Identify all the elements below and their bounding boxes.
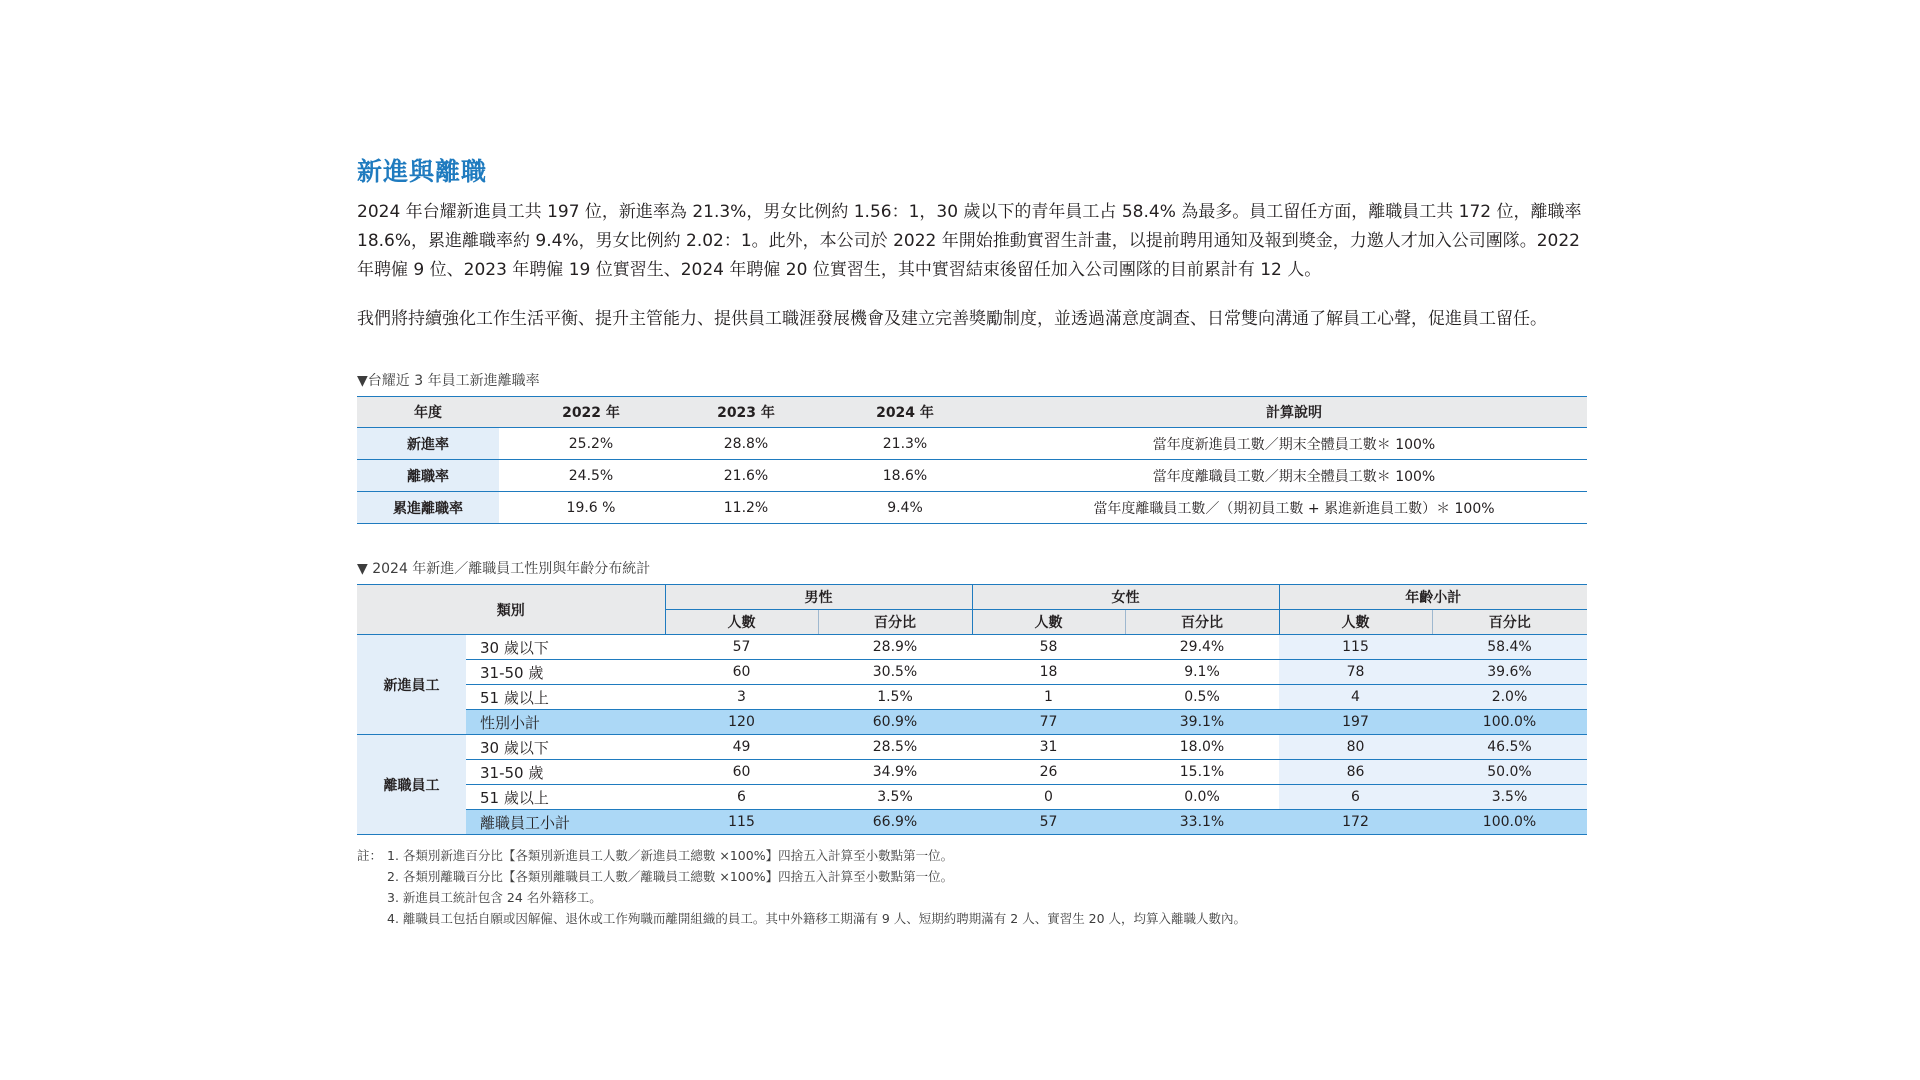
value-2024: 9.4% [809,492,1001,524]
male-count: 3 [665,685,818,710]
total-count: 86 [1279,760,1432,785]
header-female-percent: 百分比 [1125,610,1279,635]
female-count: 26 [972,760,1125,785]
formula-cell: 當年度離職員工數／期末全體員工數＊ 100% [1001,460,1587,492]
total-count: 78 [1279,660,1432,685]
male-count: 6 [665,785,818,810]
male-percent: 34.9% [818,760,972,785]
formula-cell: 當年度新進員工數／期末全體員工數＊ 100% [1001,428,1587,460]
female-percent: 18.0% [1125,735,1279,760]
age-band-label: 31-50 歲 [466,660,665,685]
female-percent: 0.5% [1125,685,1279,710]
header-total-percent: 百分比 [1432,610,1587,635]
header-female: 女性 [972,585,1279,610]
age-band-label: 性別小計 [466,710,665,735]
female-count: 58 [972,635,1125,660]
table2-row [357,635,1587,660]
header-male: 男性 [665,585,972,610]
total-percent: 100.0% [1432,810,1587,835]
table1-header-row [357,397,1587,428]
value-2022: 24.5% [499,460,683,492]
female-percent: 15.1% [1125,760,1279,785]
female-count: 57 [972,810,1125,835]
age-band-label: 51 歲以上 [466,685,665,710]
table2-row [357,685,1587,710]
total-count: 172 [1279,810,1432,835]
age-band-label: 30 歲以下 [466,735,665,760]
gender-age-distribution-table [357,584,1587,835]
female-percent: 39.1% [1125,710,1279,735]
total-percent: 3.5% [1432,785,1587,810]
section-title: 新進與離職 [357,157,488,186]
table2-row [357,785,1587,810]
note-item: 1. 各類別新進百分比【各類別新進員工人數／新進員工總數 ×100%】四捨五入計算至小數點第一位。 [387,848,954,863]
table2-caption: ▼ 2024 年新進／離職員工性別與年齡分布統計 [357,561,651,577]
male-count: 60 [665,760,818,785]
header-age-subtotal: 年齡小計 [1279,585,1587,610]
value-2022: 19.6 % [499,492,683,524]
value-2023: 21.6% [683,460,809,492]
total-count: 80 [1279,735,1432,760]
table2-row [357,660,1587,685]
male-percent: 60.9% [818,710,972,735]
subtotal-row [357,810,1587,835]
header-total-count: 人數 [1279,610,1432,635]
male-percent: 1.5% [818,685,972,710]
female-percent: 29.4% [1125,635,1279,660]
turnover-rate-table [357,396,1587,524]
header-formula: 計算說明 [1001,397,1587,428]
total-count: 115 [1279,635,1432,660]
total-percent: 2.0% [1432,685,1587,710]
total-count: 6 [1279,785,1432,810]
male-count: 120 [665,710,818,735]
table2-header-row-1 [357,585,1587,610]
female-percent: 9.1% [1125,660,1279,685]
note-item: 4. 離職員工包括自願或因解僱、退休或工作殉職而離開組織的員工。其中外籍移工期滿有 9 人、短期約聘期滿有 2 人、實習生 20 人，均算入離職人數內。 [387,911,1247,926]
age-band-label: 離職員工小計 [466,810,665,835]
total-count: 197 [1279,710,1432,735]
table1-row [357,428,1587,460]
header-2022: 2022 年 [499,397,683,428]
male-percent: 30.5% [818,660,972,685]
header-2023: 2023 年 [683,397,809,428]
header-male-percent: 百分比 [818,610,972,635]
value-2024: 21.3% [809,428,1001,460]
group-label: 新進員工 [357,635,466,735]
male-percent: 3.5% [818,785,972,810]
table2-row [357,760,1587,785]
note-item: 2. 各類別離職百分比【各類別離職員工人數／離職員工總數 ×100%】四捨五入計算至小數點第一位。 [387,869,954,884]
female-count: 77 [972,710,1125,735]
male-count: 49 [665,735,818,760]
age-band-label: 30 歲以下 [466,635,665,660]
header-female-count: 人數 [972,610,1125,635]
table1-caption: ▼台耀近 3 年員工新進離職率 [357,373,540,389]
male-percent: 66.9% [818,810,972,835]
value-2024: 18.6% [809,460,1001,492]
row-label: 離職率 [357,460,499,492]
value-2023: 11.2% [683,492,809,524]
total-percent: 50.0% [1432,760,1587,785]
male-count: 57 [665,635,818,660]
female-count: 0 [972,785,1125,810]
female-percent: 33.1% [1125,810,1279,835]
total-count: 4 [1279,685,1432,710]
value-2023: 28.8% [683,428,809,460]
male-count: 60 [665,660,818,685]
header-male-count: 人數 [665,610,818,635]
total-percent: 100.0% [1432,710,1587,735]
content-column [357,150,1587,929]
total-percent: 58.4% [1432,635,1587,660]
row-label: 新進率 [357,428,499,460]
subtotal-row [357,710,1587,735]
male-percent: 28.5% [818,735,972,760]
female-count: 18 [972,660,1125,685]
age-band-label: 31-50 歲 [466,760,665,785]
male-percent: 28.9% [818,635,972,660]
total-percent: 39.6% [1432,660,1587,685]
note-item: 3. 新進員工統計包含 24 名外籍移工。 [387,890,602,905]
group-label: 離職員工 [357,735,466,835]
total-percent: 46.5% [1432,735,1587,760]
formula-cell: 當年度離職員工數／（期初員工數 + 累進新進員工數）＊ 100% [1001,492,1587,524]
female-count: 31 [972,735,1125,760]
intro-paragraph: 2024 年台耀新進員工共 197 位，新進率為 21.3%，男女比例約 1.56：1，30 歲以下的青年員工占 58.4% 為最多。員工留任方面，離職員工共 172 位，離職率 18.6%，累進離職率約 9.4%，男女比例約 2.02：1。此外，本公司於 2022 年開始推動實習生計畫，以提前聘用通知及報到獎金，力邀人才加入公司團隊。2022 年聘僱 9 位、2023 年聘僱 19 位實習生、2024 年聘僱 20 位實習生，其中實習結束後留任加入公司團隊的目前累計有 12 人。 [357,202,1582,280]
male-count: 115 [665,810,818,835]
retention-paragraph: 我們將持續強化工作生活平衡、提升主管能力、提供員工職涯發展機會及建立完善獎勵制度，並透過滿意度調查、日常雙向溝通了解員工心聲，促進員工留任。 [357,309,1547,329]
header-category: 類別 [357,585,665,635]
row-label: 累進離職率 [357,492,499,524]
age-band-label: 51 歲以上 [466,785,665,810]
female-percent: 0.0% [1125,785,1279,810]
value-2022: 25.2% [499,428,683,460]
header-2024: 2024 年 [809,397,1001,428]
table1-row [357,460,1587,492]
table2-row [357,735,1587,760]
header-year: 年度 [357,397,499,428]
table1-row [357,492,1587,524]
female-count: 1 [972,685,1125,710]
footnotes [357,845,1587,929]
notes-label: 註： [357,848,383,863]
